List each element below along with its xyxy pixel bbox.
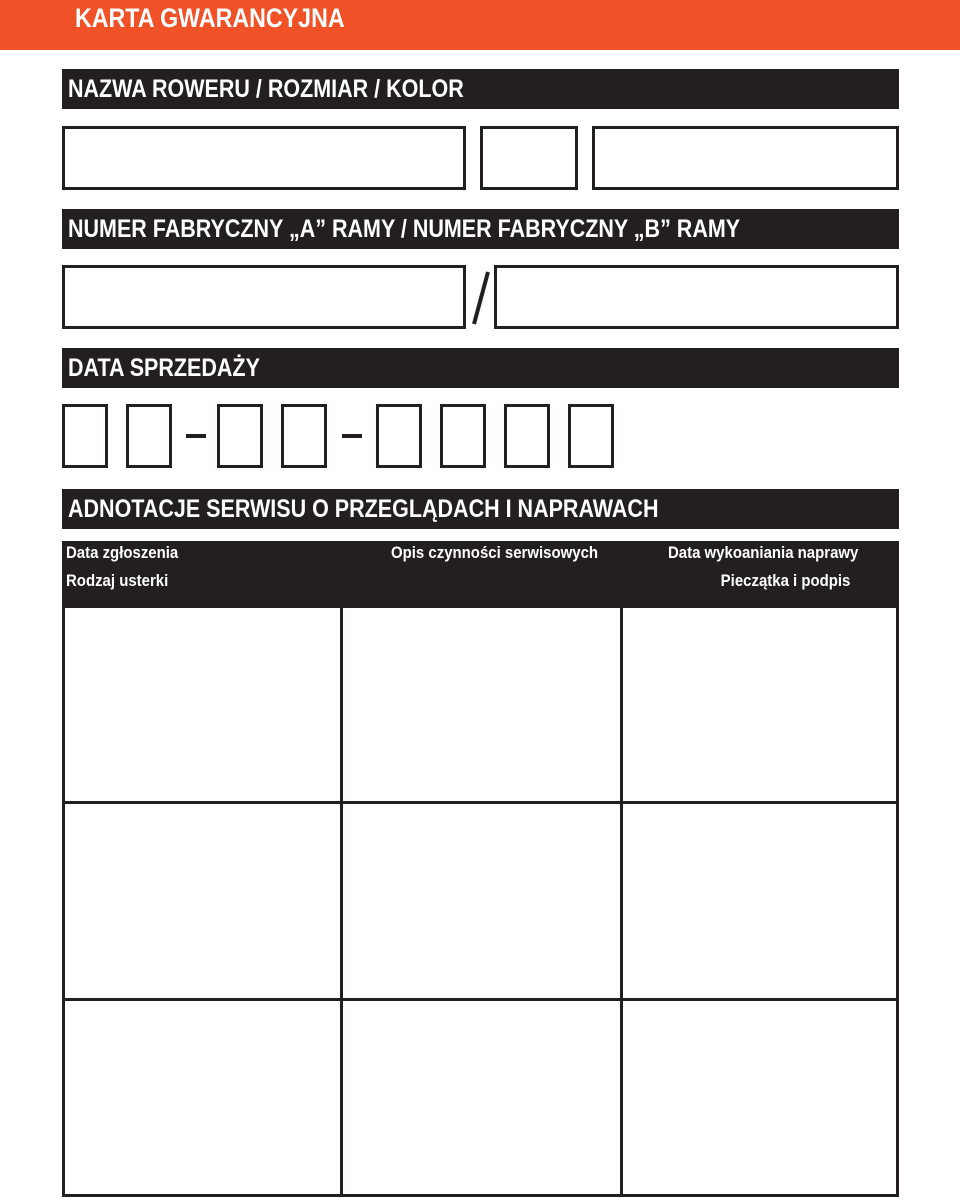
bike-color-field[interactable] [592,126,899,190]
serial-a-field[interactable] [62,265,466,329]
sale-month-digit-2[interactable] [281,404,327,468]
service-cell[interactable] [62,605,343,804]
service-cell[interactable] [340,605,623,804]
date-separator-dash [342,434,362,438]
bike-section-header [62,69,899,109]
serial-b-field[interactable] [494,265,899,329]
service-cell[interactable] [340,801,623,1001]
sale-year-digit-3[interactable] [504,404,550,468]
sale-day-digit-1[interactable] [62,404,108,468]
header-banner [0,0,960,50]
column-header-repair-date: Data wykoaniania naprawy [667,543,858,562]
column-header-stamp-signature: Pieczątka i podpis [720,571,850,590]
column-header-fault-type: Rodzaj usterki [66,571,169,590]
page-title: KARTA GWARANCYJNA [75,3,345,33]
column-header-report-date: Data zgłoszenia [66,543,179,562]
sale-year-digit-4[interactable] [568,404,614,468]
date-separator-dash [186,434,206,438]
serial-section-label: NUMER FABRYCZNY „A” RAMY / NUMER FABRYCZNY „B” RAMY [68,215,741,243]
service-cell[interactable] [62,998,343,1197]
sale-date-label: DATA SPRZEDAŻY [68,354,260,382]
sale-month-digit-1[interactable] [217,404,263,468]
service-cell[interactable] [340,998,623,1197]
service-cell[interactable] [620,605,899,804]
sale-year-digit-2[interactable] [440,404,486,468]
sale-date-section-header [62,348,899,388]
service-section-header [62,489,899,529]
service-cell[interactable] [620,998,899,1197]
service-cell[interactable] [62,801,343,1001]
serial-separator-slash [468,268,494,328]
service-table-header [62,541,899,607]
bike-section-label: NAZWA ROWERU / ROZMIAR / KOLOR [68,75,464,103]
column-header-service-description: Opis czynności serwisowych [391,543,599,562]
service-cell[interactable] [620,801,899,1001]
bike-name-field[interactable] [62,126,466,190]
sale-day-digit-2[interactable] [126,404,172,468]
service-section-label: ADNOTACJE SERWISU O PRZEGLĄDACH I NAPRAWACH [68,495,659,523]
bike-size-field[interactable] [480,126,578,190]
serial-section-header [62,209,899,249]
sale-year-digit-1[interactable] [376,404,422,468]
